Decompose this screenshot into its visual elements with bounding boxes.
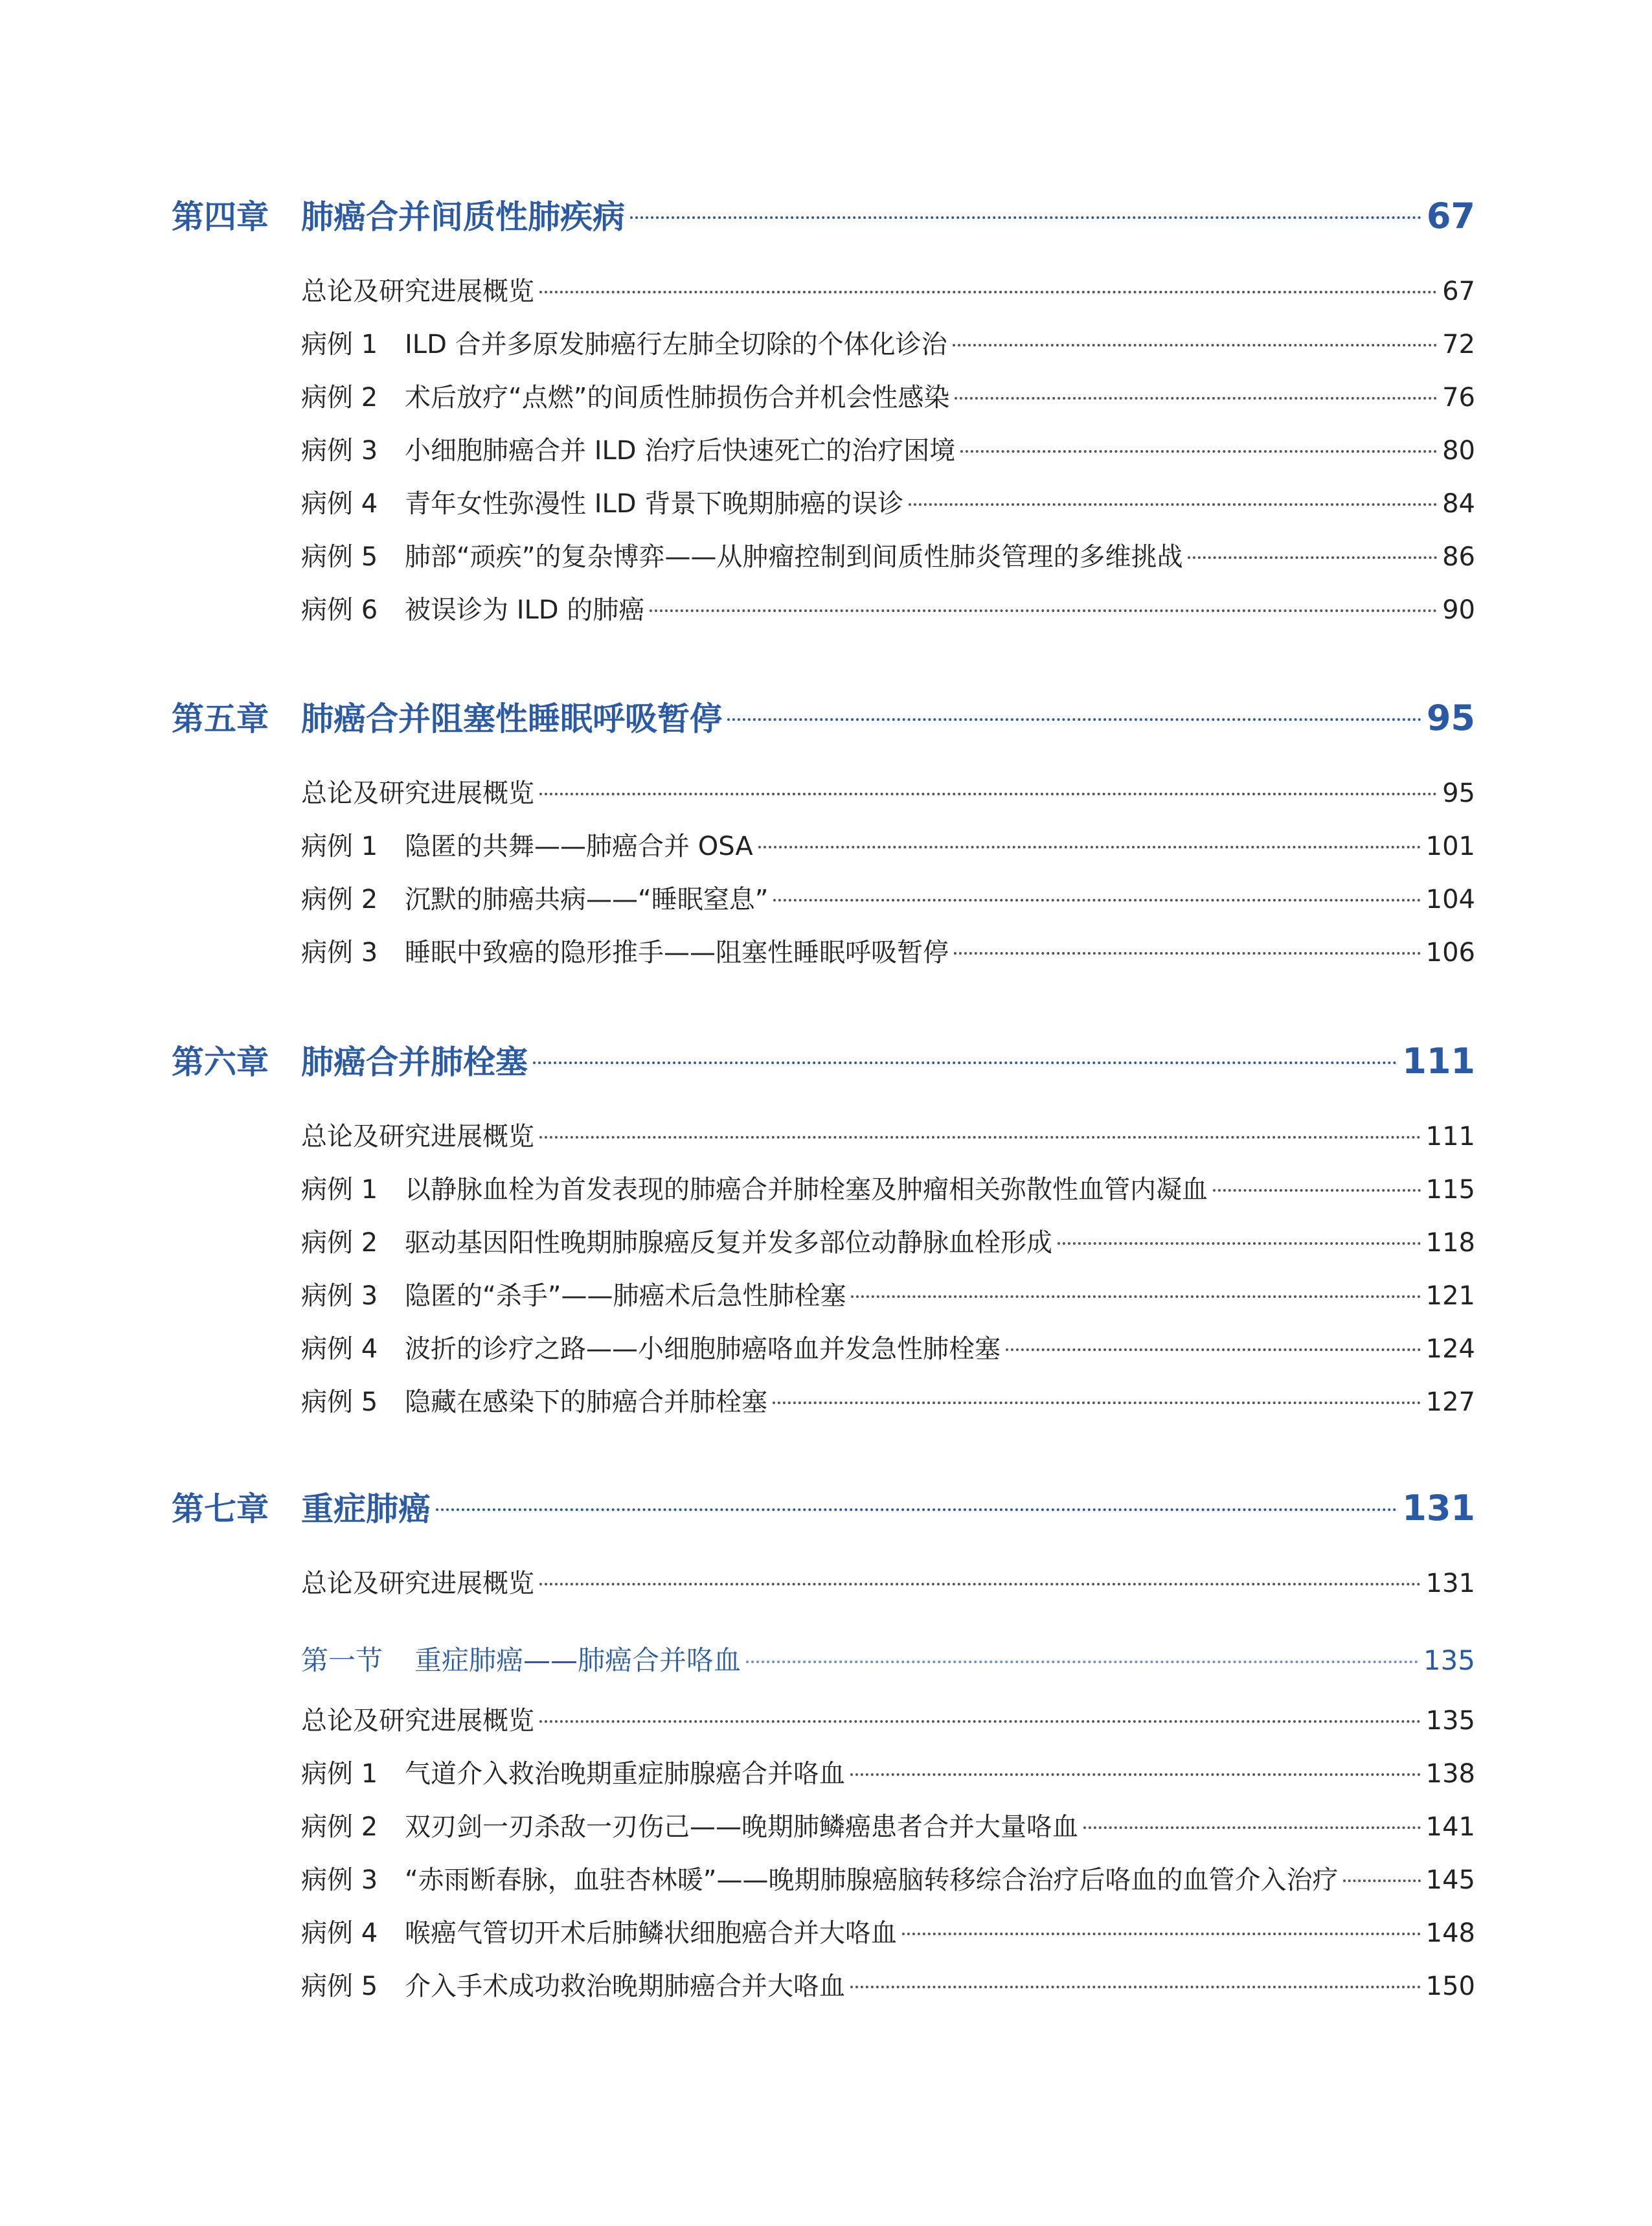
chapter-page: 111: [1402, 1041, 1475, 1082]
case-label: 病例 5: [301, 1971, 378, 2001]
case-page: 84: [1442, 489, 1475, 519]
case-title: ILD 合并多原发肺癌行左肺全切除的个体化诊治: [405, 330, 947, 359]
case-label: 病例 6: [301, 595, 378, 625]
dot-leader: [1188, 556, 1437, 559]
case-entry[interactable]: [301, 377, 1475, 414]
case-entry[interactable]: [301, 932, 1475, 969]
entry-title: 总论及研究进展概览: [301, 1569, 534, 1598]
dot-leader: [746, 1661, 1418, 1663]
case-label: 病例 4: [301, 1918, 378, 1948]
case-entry[interactable]: [301, 430, 1475, 467]
case-label: 病例 1: [301, 1175, 378, 1205]
case-label: 病例 4: [301, 489, 378, 519]
overview-entry[interactable]: [301, 773, 1475, 810]
case-title: 气道介入救治晚期重症肺腺癌合并咯血: [405, 1759, 845, 1789]
case-entry[interactable]: [301, 1169, 1475, 1206]
dot-leader: [850, 1986, 1421, 1988]
case-label: 病例 1: [301, 832, 378, 861]
case-entry[interactable]: [301, 324, 1475, 361]
chapter-number: 第六章: [172, 1043, 269, 1081]
dot-leader: [539, 291, 1437, 293]
case-page: 141: [1425, 1812, 1475, 1842]
chapter-number: 第五章: [172, 700, 269, 738]
case-title: 被误诊为 ILD 的肺癌: [405, 595, 645, 625]
case-entry[interactable]: [301, 1328, 1475, 1365]
case-title: 隐匿的“杀手”——肺癌术后急性肺栓塞: [405, 1281, 846, 1311]
case-label: 病例 4: [301, 1334, 378, 1364]
case-label: 病例 3: [301, 938, 378, 968]
overview-entry[interactable]: [301, 271, 1475, 308]
case-page: 104: [1425, 885, 1475, 914]
case-label: 病例 2: [301, 885, 378, 914]
case-page: 150: [1425, 1971, 1475, 2001]
case-entry[interactable]: [301, 1753, 1475, 1790]
dot-leader: [436, 1508, 1397, 1511]
case-label: 病例 1: [301, 1759, 378, 1789]
chapter-page: 95: [1426, 698, 1475, 738]
chapter-heading[interactable]: [172, 693, 1475, 740]
case-entry[interactable]: [301, 1966, 1475, 2003]
case-title: 术后放疗“点燃”的间质性肺损伤合并机会性感染: [405, 383, 950, 413]
case-entry[interactable]: [301, 1913, 1475, 1949]
dot-leader: [902, 1933, 1421, 1935]
chapter-title: 重症肺癌: [301, 1490, 431, 1528]
dot-leader: [539, 1720, 1421, 1723]
case-entry[interactable]: [301, 536, 1475, 573]
chapter-page: 67: [1426, 196, 1475, 236]
dot-leader: [1006, 1348, 1421, 1351]
section-heading[interactable]: [301, 1639, 1475, 1678]
entry-page: 135: [1425, 1706, 1475, 1736]
chapter-number: 第七章: [172, 1490, 269, 1528]
dot-leader: [1058, 1242, 1421, 1245]
case-page: 86: [1442, 542, 1475, 572]
dot-leader: [630, 216, 1421, 219]
case-page: 118: [1425, 1228, 1475, 1258]
case-title: 驱动基因阳性晚期肺腺癌反复并发多部位动静脉血栓形成: [405, 1228, 1052, 1258]
dot-leader: [850, 1773, 1421, 1776]
case-page: 124: [1425, 1334, 1475, 1364]
case-entry[interactable]: [301, 879, 1475, 916]
case-label: 病例 3: [301, 1865, 378, 1895]
dot-leader: [727, 718, 1421, 721]
dot-leader: [953, 344, 1437, 346]
case-page: 138: [1425, 1759, 1475, 1789]
chapter-page: 131: [1402, 1488, 1475, 1528]
dot-leader: [909, 503, 1437, 506]
case-page: 148: [1425, 1918, 1475, 1948]
section-page: 135: [1423, 1644, 1475, 1676]
case-title: 小细胞肺癌合并 ILD 治疗后快速死亡的治疗困境: [405, 436, 956, 466]
case-title: 以静脉血栓为首发表现的肺癌合并肺栓塞及肿瘤相关弥散性血管内凝血: [405, 1175, 1208, 1205]
case-title: 沉默的肺癌共病——“睡眠窒息”: [405, 885, 769, 914]
case-title: 喉癌气管切开术后肺鳞状细胞癌合并大咯血: [405, 1918, 897, 1948]
chapter-number: 第四章: [172, 198, 269, 236]
case-label: 病例 2: [301, 1228, 378, 1258]
chapter-heading[interactable]: [172, 191, 1475, 238]
entry-title: 总论及研究进展概览: [301, 778, 534, 808]
dot-leader: [1083, 1826, 1421, 1829]
case-title: 肺部“顽疾”的复杂博弈——从肿瘤控制到间质性肺炎管理的多维挑战: [405, 542, 1183, 572]
case-label: 病例 5: [301, 542, 378, 572]
dot-leader: [533, 1062, 1397, 1064]
entry-title: 总论及研究进展概览: [301, 1122, 534, 1152]
dot-leader: [650, 609, 1437, 612]
dot-leader: [1213, 1189, 1421, 1192]
entry-page: 111: [1425, 1122, 1475, 1152]
dot-leader: [539, 793, 1437, 795]
dot-leader: [955, 397, 1437, 400]
dot-leader: [851, 1295, 1420, 1298]
case-entry[interactable]: [301, 1859, 1475, 1896]
case-page: 127: [1425, 1387, 1475, 1417]
case-entry[interactable]: [301, 1275, 1475, 1312]
case-title: “赤雨断春脉，血驻杏林暖”——晚期肺腺癌脑转移综合治疗后咯血的血管介入治疗: [405, 1865, 1339, 1895]
entry-title: 总论及研究进展概览: [301, 1706, 534, 1736]
case-page: 90: [1442, 595, 1475, 625]
case-page: 121: [1425, 1281, 1475, 1311]
entry-page: 67: [1442, 277, 1475, 306]
section-title: 重症肺癌——肺癌合并咯血: [414, 1644, 741, 1676]
case-title: 睡眠中致癌的隐形推手——阻塞性睡眠呼吸暂停: [405, 938, 949, 968]
case-page: 106: [1425, 938, 1475, 968]
entry-title: 总论及研究进展概览: [301, 277, 534, 306]
dot-leader: [1343, 1880, 1420, 1882]
case-entry[interactable]: [301, 1806, 1475, 1843]
dot-leader: [758, 846, 1421, 848]
chapter-title: 肺癌合并间质性肺疾病: [301, 198, 625, 236]
chapter-title: 肺癌合并肺栓塞: [301, 1043, 528, 1081]
case-label: 病例 1: [301, 330, 378, 359]
case-title: 隐匿的共舞——肺癌合并 OSA: [405, 832, 753, 861]
case-label: 病例 2: [301, 383, 378, 413]
dot-leader: [773, 1402, 1421, 1404]
case-title: 波折的诊疗之路——小细胞肺癌咯血并发急性肺栓塞: [405, 1334, 1001, 1364]
case-label: 病例 3: [301, 1281, 378, 1311]
case-page: 72: [1442, 330, 1475, 359]
section-number: 第一节: [301, 1644, 383, 1676]
case-title: 双刃剑一刃杀敌一刃伤己——晚期肺鳞癌患者合并大量咯血: [405, 1812, 1078, 1842]
chapter-heading[interactable]: [172, 1036, 1475, 1083]
overview-entry[interactable]: [301, 1563, 1475, 1600]
case-title: 青年女性弥漫性 ILD 背景下晚期肺癌的误诊: [405, 489, 904, 519]
case-label: 病例 5: [301, 1387, 378, 1417]
case-entry[interactable]: [301, 826, 1475, 863]
dot-leader: [539, 1583, 1421, 1585]
overview-entry[interactable]: [301, 1116, 1475, 1153]
case-title: 隐藏在感染下的肺癌合并肺栓塞: [405, 1387, 767, 1417]
case-page: 145: [1425, 1865, 1475, 1895]
case-page: 80: [1442, 436, 1475, 466]
dot-leader: [539, 1136, 1421, 1139]
dot-leader: [773, 899, 1420, 902]
chapter-heading[interactable]: [172, 1483, 1475, 1530]
entry-page: 131: [1425, 1569, 1475, 1598]
case-page: 101: [1425, 832, 1475, 861]
case-entry[interactable]: [301, 1381, 1475, 1418]
entry-page: 95: [1442, 778, 1475, 808]
case-label: 病例 3: [301, 436, 378, 466]
dot-leader: [960, 450, 1437, 453]
case-label: 病例 2: [301, 1812, 378, 1842]
overview-entry[interactable]: [301, 1700, 1475, 1737]
case-title: 介入手术成功救治晚期肺癌合并大咯血: [405, 1971, 845, 2001]
case-entry[interactable]: [301, 1222, 1475, 1259]
chapter-title: 肺癌合并阻塞性睡眠呼吸暂停: [301, 700, 722, 738]
case-entry[interactable]: [301, 589, 1475, 626]
case-entry[interactable]: [301, 483, 1475, 520]
case-page: 115: [1425, 1175, 1475, 1205]
dot-leader: [954, 952, 1421, 955]
case-page: 76: [1442, 383, 1475, 413]
